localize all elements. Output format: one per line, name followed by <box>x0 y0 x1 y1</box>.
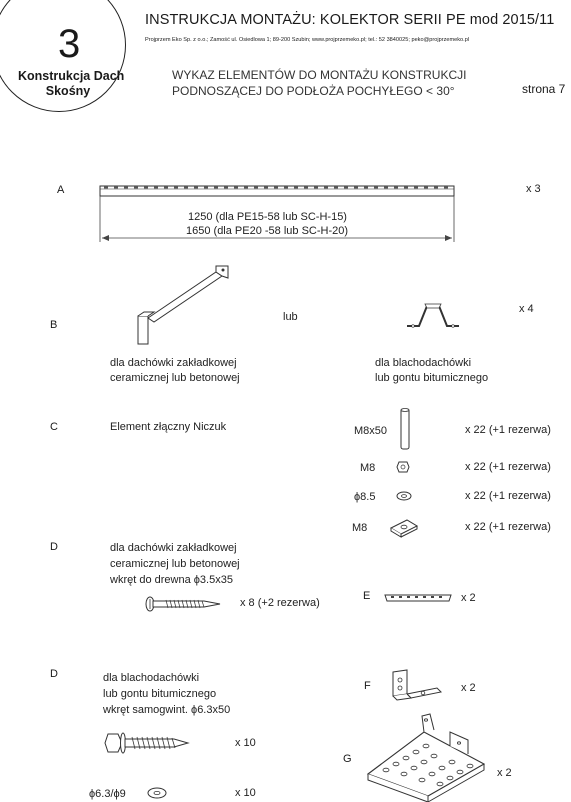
item-g-qty: x 2 <box>497 767 512 779</box>
item-b-left-line2: ceramicznej lub betonowej <box>110 371 240 384</box>
washer-name: ϕ8.5 <box>354 491 376 503</box>
slot-nut-qty: x 22 (+1 rezerwa) <box>465 521 551 533</box>
item-f-qty: x 2 <box>461 682 476 694</box>
page-subtitle-line1: WYKAZ ELEMENTÓW DO MONTAŻU KONSTRUKCJI <box>172 68 467 82</box>
sheet-roof-bracket-drawing <box>403 298 463 332</box>
self-tapping-screw-icon <box>104 730 190 756</box>
item-d2-line1: dla blachodachówki <box>103 672 200 684</box>
item-c-label: Element złączny Niczuk <box>110 421 227 433</box>
item-e-letter: E <box>363 590 371 602</box>
item-b-right-line2: lub gontu bitumicznego <box>375 371 489 384</box>
page-number: strona 7 <box>522 82 566 96</box>
page-subtitle-line2: PODNOSZĄCEJ DO PODŁOŻA POCHYŁEGO < 30° <box>172 84 455 98</box>
page-title: INSTRUKCJA MONTAŻU: KOLEKTOR SERII PE mod 2015/11 <box>145 12 555 28</box>
section-category <box>18 69 125 99</box>
roof-hook-drawing <box>130 258 240 348</box>
company-info: Projprzem Eko Sp. z o.o.; Zamość ul. Osiedlowa 1; 89-200 Szubin; www.projprzemeko.pl; tel.: 52 3840025; peko@projprzemeko.pl <box>145 37 470 43</box>
page-subtitle <box>172 67 466 99</box>
item-d2-line2: lub gontu bitumicznego <box>103 688 217 700</box>
item-d2-letter: D <box>50 668 58 680</box>
item-a-letter: A <box>57 184 65 196</box>
connector-rail-icon <box>383 592 453 604</box>
item-b-qty: x 4 <box>519 303 534 315</box>
item-d1-line3: wkręt do drewna ϕ3.5x35 <box>110 574 233 586</box>
item-b-left-caption <box>110 356 240 385</box>
item-d2-washer-label: ϕ6.3/ϕ9 <box>89 788 126 800</box>
item-b-left-line1: dla dachówki zakładkowej <box>110 357 237 369</box>
slot-nut-name: M8 <box>352 522 368 534</box>
item-d2-line3: wkręt samogwint. ϕ6.3x50 <box>103 704 231 716</box>
item-g-letter: G <box>343 753 352 765</box>
item-d2-qty1: x 10 <box>235 737 256 749</box>
section-number: 3 <box>58 22 81 66</box>
bolt-icon <box>398 407 412 451</box>
rail-dimension-1: 1250 (dla PE15-58 lub SC-H-15) <box>188 211 347 223</box>
item-b-right-caption <box>375 356 488 385</box>
item-d2-qty2: x 10 <box>235 787 256 799</box>
bolt-qty: x 22 (+1 rezerwa) <box>465 424 551 436</box>
section-category-line1: Konstrukcja Dach <box>18 69 125 83</box>
bolt-name: M8x50 <box>354 425 388 437</box>
nut-qty: x 22 (+1 rezerwa) <box>465 461 551 473</box>
mounting-plate-icon <box>364 712 494 800</box>
item-b-letter: B <box>50 319 58 331</box>
wood-screw-icon <box>144 594 224 614</box>
item-f-letter: F <box>364 680 371 692</box>
item-e-qty: x 2 <box>461 592 476 604</box>
item-c-letter: C <box>50 421 58 433</box>
slot-nut-icon <box>389 516 419 538</box>
item-d1-caption <box>110 540 240 588</box>
item-d1-line2: ceramicznej lub betonowej <box>110 558 240 570</box>
or-label: lub <box>283 311 298 323</box>
item-d1-letter: D <box>50 541 58 553</box>
nut-icon <box>396 460 410 474</box>
washer-icon <box>395 490 413 502</box>
item-d1-qty: x 8 (+2 rezerwa) <box>240 597 320 609</box>
item-d1-line1: dla dachówki zakładkowej <box>110 542 237 554</box>
sealing-washer-icon <box>146 786 168 800</box>
item-a-qty: x 3 <box>526 183 541 195</box>
item-b-right-line1: dla blachodachówki <box>375 357 472 369</box>
angle-bracket-icon <box>387 668 443 702</box>
section-category-line2: Skośny <box>45 84 91 98</box>
nut-name: M8 <box>360 462 376 474</box>
rail-dimension-2: 1650 (dla PE20 -58 lub SC-H-20) <box>186 225 349 237</box>
item-d2-caption <box>103 670 230 718</box>
washer-qty: x 22 (+1 rezerwa) <box>465 490 551 502</box>
